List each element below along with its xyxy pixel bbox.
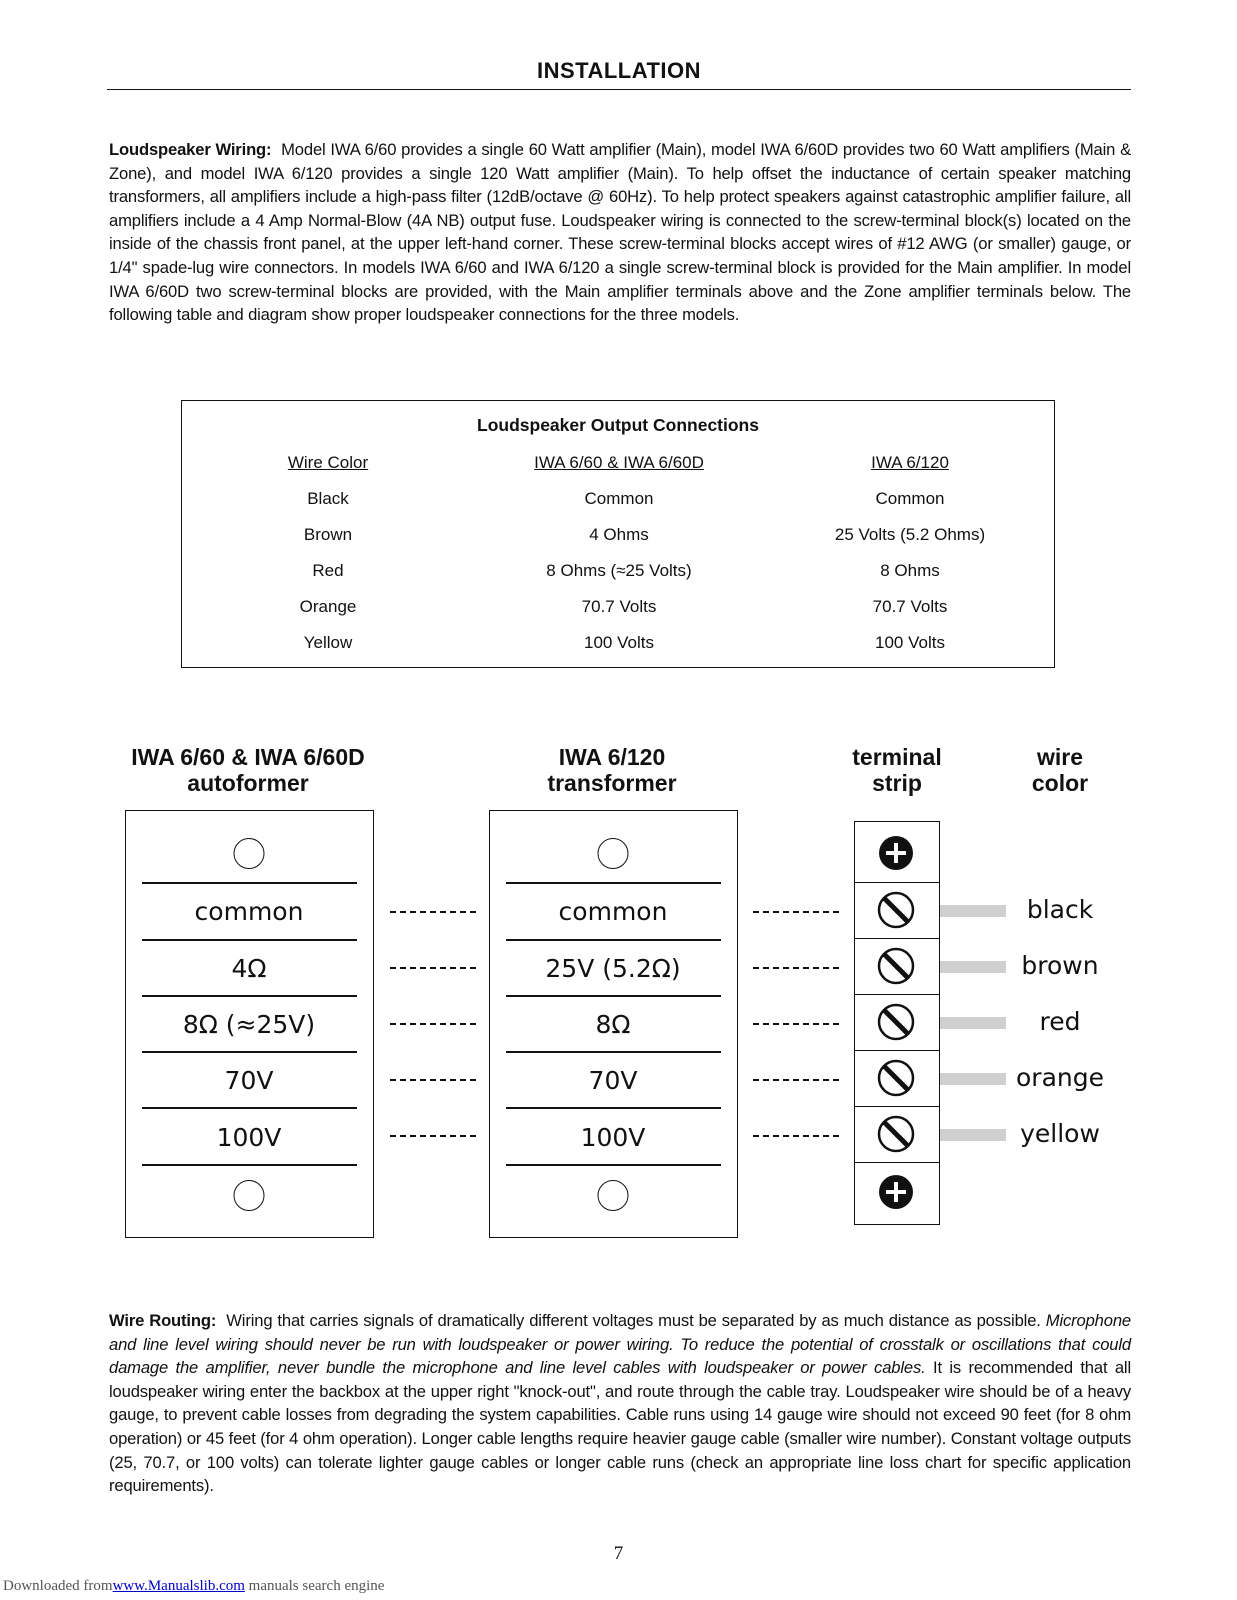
title-rule [107,89,1131,90]
connector-dash [753,1135,839,1137]
terminal-screw-icon [877,1059,915,1097]
mounting-screw-icon [877,834,915,872]
connector-dash [390,1135,476,1137]
wire-label-black: black [1026,895,1094,924]
wire-color-heading-line2: color [1031,770,1089,796]
header-iwa-660: IWA 6/60 & IWA 6/60D [534,453,704,472]
transformer-tap-100v: 100V [580,1123,646,1152]
mounting-screw-icon [877,1173,915,1211]
autoformer-divider [142,1164,357,1166]
footer-link[interactable]: www.Manualslib.com [112,1578,245,1594]
autoformer-top-circle [234,838,265,869]
autoformer-bottom-circle [234,1180,265,1211]
transformer-tap-25v: 25V (5.2Ω) [545,954,681,983]
strip-divider [855,938,939,939]
wire-lead [940,1129,1006,1141]
wire-routing-paragraph [109,1309,1131,1498]
table-cell: Common [875,489,945,508]
footer-prefix: Downloaded from [3,1578,113,1594]
table-row [182,561,1054,587]
transformer-divider [506,939,721,941]
wire-color-heading [1032,744,1088,796]
connector-dash [753,1023,839,1025]
wire-routing-lead: Wire Routing: [109,1311,217,1330]
connector-dash [390,911,476,913]
autoformer-tap-common: common [194,897,304,926]
table-cell: Orange [299,597,357,616]
connector-dash [390,1023,476,1025]
transformer-bottom-circle [598,1180,629,1211]
autoformer-heading-line1: IWA 6/60 & IWA 6/60D [131,744,365,770]
autoformer-divider [142,1107,357,1109]
wire-lead [940,961,1006,973]
connections-table [181,400,1055,668]
wire-routing-text-1: Wiring that carries signals of dramatically different voltages must be separated by as much distance as possible. [226,1311,1041,1330]
table-row [182,489,1054,515]
transformer-divider [506,995,721,997]
transformer-divider [506,882,721,884]
table-cell: Red [312,561,344,580]
table-cell: 25 Volts (5.2 Ohms) [834,525,986,544]
connector-dash [390,1079,476,1081]
wire-lead [940,1017,1006,1029]
autoformer-divider [142,939,357,941]
table-cell: 4 Ohms [589,525,649,544]
terminal-screw-icon [877,1003,915,1041]
autoformer-tap-100v: 100V [216,1123,282,1152]
loudspeaker-wiring-text: Model IWA 6/60 provides a single 60 Watt amplifier (Main), model IWA 6/60D provides two 60 Watt amplifiers (Main & Zone), and model IWA 6/120 provides a single 120 Watt amplifier (Main). To help offset the inductance of certain speaker matching transformers, all amplifiers include a high-pass filter (12dB/octave @ 60Hz). To help protect speakers against catastrophic amplifier failure, all amplifiers include a 4 Amp Normal-Blow (4A NB) output fuse. Loudspeaker wiring is connected to the screw-terminal block(s) located on the inside of the chassis front panel, at the upper left-hand corner. These screw-terminal blocks accept wires of #12 AWG (or smaller) gauge, or 1/4" spade-lug wire connectors. In models IWA 6/60 and IWA 6/120 a single screw-terminal block is provided for the Main amplifier. In model IWA 6/60D two screw-terminal blocks are provided, with the Main amplifier terminals above and the Zone amplifier terminals below. The following table and diagram show proper loudspeaker connections for the three models. [109,140,1132,325]
terminal-strip-heading-line2: strip [872,770,922,796]
strip-divider [855,1106,939,1107]
table-cell: 8 Ohms (≈25 Volts) [546,561,692,580]
table-cell: 100 Volts [875,633,945,652]
page-number: 7 [613,1543,624,1564]
transformer-heading-line2: transformer [547,770,677,796]
connector-dash [753,967,839,969]
terminal-strip [854,821,940,1225]
table-cell: Common [584,489,654,508]
wire-label-yellow: yellow [1020,1119,1100,1148]
transformer-top-circle [598,838,629,869]
terminal-screw-icon [877,891,915,929]
autoformer-tap-70v: 70V [224,1066,274,1095]
wire-label-brown: brown [1021,951,1099,980]
autoformer-divider [142,1051,357,1053]
table-cell: Brown [303,525,353,544]
wire-routing-italic: Microphone and line level wiring should never be run with loudspeaker or power wiring. To reduce the potential of crosstalk or oscillations that could damage the amplifier, never bundle the microphone and line level cables with loudspeaker or power cables. [109,1311,1131,1378]
connector-dash [753,911,839,913]
wire-label-red: red [1039,1007,1081,1036]
table-row [182,597,1054,623]
wire-color-heading-line1: wire [1036,744,1084,770]
wire-label-orange: orange [1016,1063,1104,1092]
strip-divider [855,994,939,995]
wire-routing-text-2: It is recommended that all loudspeaker wiring enter the backbox at the upper right "knock-out", and route through the cable tray. Loudspeaker wire should be of a heavy gauge, to prevent cable losses from degrading the system capabilities. Cable runs using 14 gauge wire should not exceed 90 feet (for 8 ohm operation) or 45 feet (for 4 ohm operation). Longer cable lengths require heavier gauge cable (smaller wire number). Constant voltage outputs (25, 70.7, or 100 volts) can tolerate lighter gauge cables or longer cable runs (check an appropriate line loss chart for specific application requirements). [109,1358,1131,1496]
transformer-tap-common: common [558,897,668,926]
autoformer-heading-line2: autoformer [187,770,309,796]
page-title: INSTALLATION [536,58,702,83]
autoformer-heading [131,744,364,796]
table-row [182,633,1054,659]
table-cell: Yellow [303,633,353,652]
table-cell: 70.7 Volts [872,597,948,616]
autoformer-divider [142,882,357,884]
terminal-strip-heading [852,744,941,796]
table-cell: 100 Volts [584,633,654,652]
table-cell: 8 Ohms [880,561,940,580]
strip-divider [855,1050,939,1051]
transformer-divider [506,1107,721,1109]
footer [3,1578,384,1595]
connector-dash [753,1079,839,1081]
terminal-screw-icon [877,947,915,985]
footer-suffix: manuals search engine [244,1578,385,1594]
transformer-divider [506,1164,721,1166]
terminal-strip-heading-line1: terminal [852,744,942,770]
table-row [182,525,1054,551]
autoformer-divider [142,995,357,997]
header-wire-color: Wire Color [287,453,369,472]
table-cell: Black [307,489,349,508]
transformer-tap-8ohm: 8Ω [595,1010,631,1039]
connector-dash [390,967,476,969]
header-iwa-6120: IWA 6/120 [871,453,949,472]
transformer-heading [547,744,676,796]
autoformer-tap-8ohm: 8Ω (≈25V) [182,1010,316,1039]
connections-table-title: Loudspeaker Output Connections [477,415,759,435]
autoformer-tap-4ohm: 4Ω [231,954,267,983]
wire-lead [940,905,1006,917]
wire-lead [940,1073,1006,1085]
terminal-screw-icon [877,1115,915,1153]
loudspeaker-wiring-lead: Loudspeaker Wiring: [109,140,272,159]
transformer-heading-line1: IWA 6/120 [558,744,666,770]
transformer-tap-70v: 70V [588,1066,638,1095]
strip-divider [855,882,939,883]
table-cell: 70.7 Volts [581,597,657,616]
transformer-divider [506,1051,721,1053]
loudspeaker-wiring-paragraph [109,138,1131,327]
table-header-row [182,453,1054,479]
strip-divider [855,1162,939,1163]
